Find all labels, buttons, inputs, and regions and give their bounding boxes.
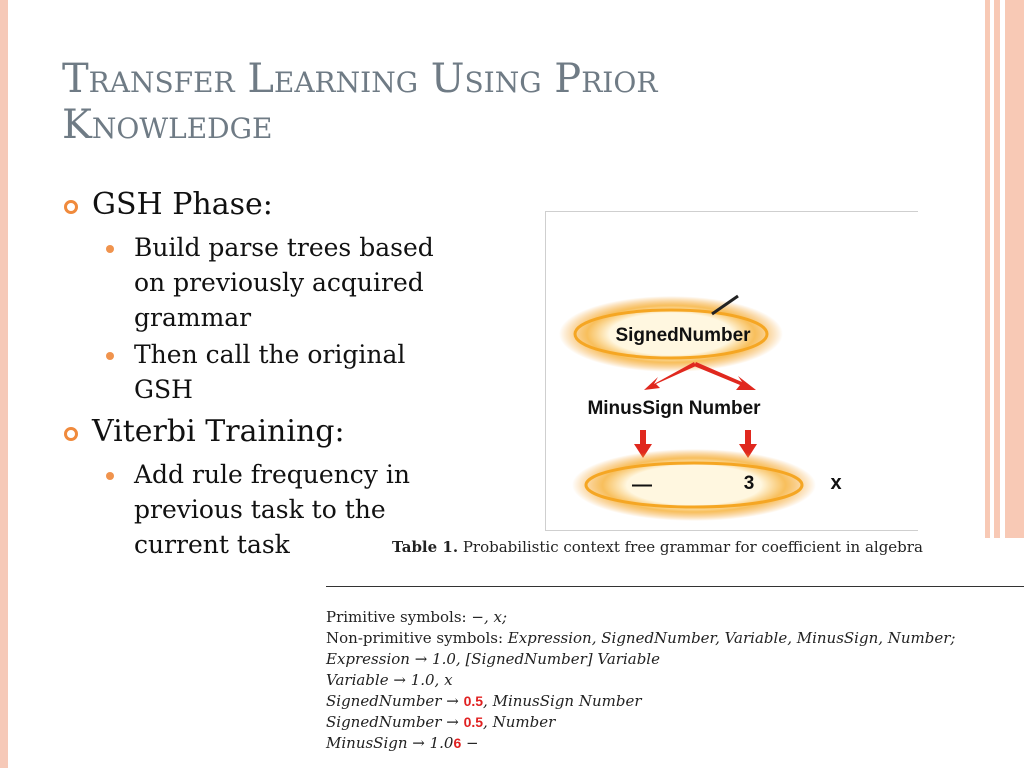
minus-leaf: —	[632, 474, 652, 496]
table-caption-bold: Table 1.	[392, 538, 459, 556]
table-row	[326, 650, 660, 668]
table-rule	[326, 586, 1024, 587]
row-math: Variable → 1.0, x	[326, 671, 453, 689]
bullet-circle-icon	[64, 200, 78, 214]
table-row	[326, 629, 956, 647]
row-math-post: −	[461, 734, 479, 752]
bullet-dot-icon	[106, 352, 114, 360]
row-math: MinusSign → 1.0	[326, 734, 454, 752]
sub-bullet-text: Then call the original GSH	[134, 340, 406, 404]
title-line-2: Knowledge	[62, 102, 273, 148]
table-row	[326, 734, 479, 752]
sub-bullet	[62, 337, 462, 407]
table-row	[326, 608, 507, 626]
row-math-post: , Number	[483, 713, 556, 731]
children-label: MinusSign Number	[587, 398, 761, 419]
probability-value: 0.5	[463, 693, 484, 709]
bullet-dot-icon	[106, 245, 114, 253]
probability-value: 0.5	[463, 714, 484, 730]
digit-leaf: 3	[743, 473, 755, 494]
sub-bullet	[62, 230, 462, 335]
bullet-gsh-phase	[62, 188, 462, 222]
parse-tree-figure	[545, 211, 918, 531]
parse-tree-svg	[546, 212, 918, 530]
top-node-label: SignedNumber	[615, 325, 751, 346]
table-caption	[392, 538, 923, 556]
bullet-viterbi-training	[62, 415, 462, 449]
bottom-node-glow	[572, 449, 816, 521]
bullet-dot-icon	[106, 472, 114, 480]
title-line-1: Transfer Learning Using Prior	[62, 56, 658, 102]
sub-bullet-text: Add rule frequency in previous task to the current task	[134, 460, 410, 559]
bullet-text: Viterbi Training:	[92, 414, 345, 449]
sub-bullet-text: Build parse trees based on previously acquired grammar	[134, 233, 434, 332]
left-border	[0, 0, 8, 768]
table-row	[326, 713, 555, 731]
table-caption-text: Probabilistic context free grammar for coefficient in algebra	[462, 538, 923, 556]
grammar-table	[326, 538, 1024, 768]
table-row	[326, 671, 453, 689]
row-math: Expression → 1.0, [SignedNumber] Variable	[326, 650, 660, 668]
figure-cutout	[794, 282, 918, 402]
variable-leaf: x	[830, 472, 842, 494]
bullet-circle-icon	[64, 427, 78, 441]
row-math-post: , MinusSign Number	[483, 692, 642, 710]
row-prefix: Primitive symbols:	[326, 608, 472, 626]
probability-value: 6	[453, 735, 462, 751]
row-math: SignedNumber →	[326, 713, 464, 731]
bullet-text: GSH Phase:	[92, 187, 273, 222]
slide-title	[62, 56, 922, 148]
row-math: SignedNumber →	[326, 692, 464, 710]
row-math: Expression, SignedNumber, Variable, MinusSign, Number;	[507, 629, 956, 647]
bullet-list	[62, 188, 462, 570]
row-math: −, x;	[471, 608, 507, 626]
table-row	[326, 692, 642, 710]
row-prefix: Non-primitive symbols:	[326, 629, 508, 647]
